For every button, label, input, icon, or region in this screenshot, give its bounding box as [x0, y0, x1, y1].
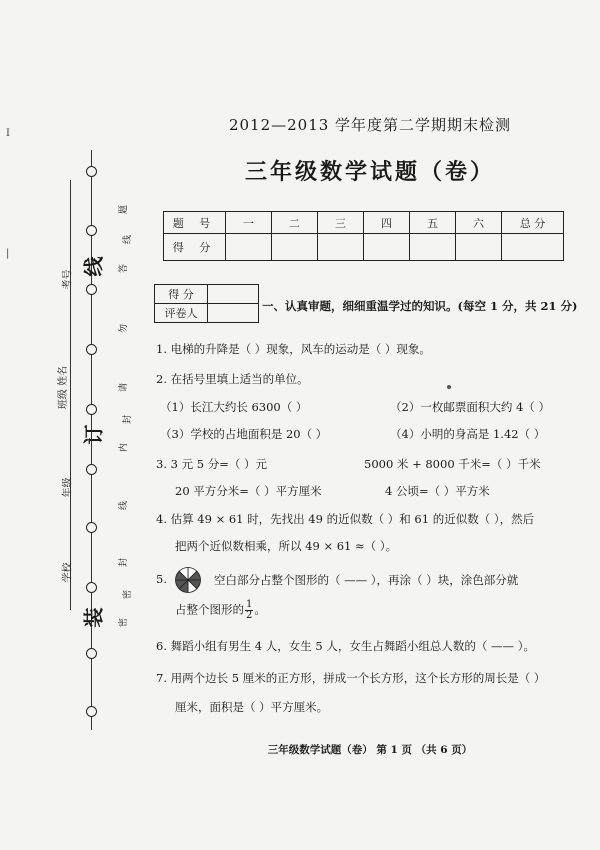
margin-word: 封 [119, 557, 130, 568]
question-5-number: 5. [156, 572, 167, 586]
score-table-header: 题 号 [164, 212, 226, 234]
margin-word: 勿 [119, 323, 130, 334]
binding-hole [86, 166, 97, 177]
grader-name-cell[interactable] [208, 304, 259, 323]
grader-label: 评卷人 [155, 304, 208, 323]
margin-word: 内 [119, 442, 130, 453]
binding-hole [86, 522, 97, 533]
score-cell[interactable] [502, 234, 564, 261]
pie-diagram [174, 566, 202, 594]
binding-mark-zhuang: 装 [81, 607, 106, 628]
binding-hole [86, 404, 97, 415]
fraction-numerator: 1 [246, 599, 253, 610]
margin-word: 线 [119, 500, 130, 511]
score-table-col: 一 [226, 212, 272, 234]
question-2-part-2: （2）一枚邮票面积大约 4（ ） [390, 400, 550, 414]
fraction-one-half [245, 600, 253, 621]
score-cell[interactable] [456, 234, 502, 261]
question-7-line-2: 厘米，面积是（ ）平方厘米。 [175, 700, 329, 714]
edge-mark-2: | [6, 248, 10, 259]
score-cell[interactable] [318, 234, 364, 261]
binding-hole [86, 344, 97, 355]
score-table [163, 211, 564, 261]
grader-score-label: 得 分 [155, 285, 208, 304]
binding-hole [86, 464, 97, 475]
binding-hole [86, 582, 97, 593]
binding-line-left [70, 180, 71, 610]
margin-mark: 密 [123, 589, 134, 600]
question-3-part-4: 4 公顷=（ ）平方米 [385, 484, 490, 498]
grader-box [154, 284, 259, 323]
question-5-text: 占整个图形的 [175, 602, 244, 617]
score-table-col: 五 [410, 212, 456, 234]
binding-hole [86, 284, 97, 295]
binding-hole [86, 225, 97, 236]
score-table-col: 二 [272, 212, 318, 234]
question-2-part-3: （3）学校的占地面积是 20（ ） [160, 427, 328, 441]
question-6: 6. 舞蹈小组有男生 4 人，女生 5 人，女生占舞蹈小组总人数的（ —— ）。 [156, 639, 535, 653]
field-class-name: 班级 姓名 [58, 365, 70, 410]
field-grade: 年级 [62, 477, 74, 498]
exam-title: 三年级数学试题（卷） [244, 159, 495, 185]
score-table-col: 四 [364, 212, 410, 234]
question-5-end: 。 [254, 602, 266, 617]
question-2-part-4: （4）小明的身高是 1.42（ ） [390, 427, 546, 441]
binding-mark-xian: 线 [81, 256, 106, 277]
margin-mark: 封 [123, 414, 134, 425]
section-1-title: 一、认真审题，细细重温学过的知识。(每空 1 分，共 21 分) [262, 299, 578, 313]
question-5-line-2 [175, 600, 266, 621]
score-table-total: 总 分 [502, 212, 564, 234]
question-3-part-1: 3. 3 元 5 分=（ ）元 [156, 457, 268, 471]
score-table-col: 六 [456, 212, 502, 234]
margin-word: 题 [119, 204, 130, 215]
question-4-line-2: 把两个近似数相乘，所以 49 × 61 ≈（ ）。 [175, 539, 398, 553]
ink-dot [447, 385, 451, 389]
binding-mark-ding: 订 [81, 424, 106, 445]
field-exam-number: 考号 [62, 269, 74, 290]
binding-hole [86, 706, 97, 717]
question-4-line-1: 4. 估算 49 × 61 时，先找出 49 的近似数（ ）和 61 的近似数（ ），然后 [156, 512, 535, 526]
score-cell[interactable] [364, 234, 410, 261]
score-cell[interactable] [410, 234, 456, 261]
edge-mark-1: I [6, 128, 10, 139]
exam-subtitle: 2012—2013 学年度第二学期期末检测 [228, 116, 512, 134]
page-footer: 三年级数学试题（卷） 第 1 页 （共 6 页） [267, 744, 473, 756]
question-2: 2. 在括号里填上适当的单位。 [156, 372, 309, 386]
margin-mark: 线 [123, 234, 134, 245]
question-5-line-1: 空白部分占整个图形的（ —— ），再涂（ ）块，涂色部分就 [214, 573, 519, 587]
margin-word: 密 [119, 617, 130, 628]
question-2-part-1: （1）长江大约长 6300（ ） [160, 400, 308, 414]
fraction-denominator: 2 [246, 610, 253, 621]
question-1: 1. 电梯的升降是（ ）现象，风车的运动是（ ）现象。 [156, 342, 431, 356]
score-cell[interactable] [272, 234, 318, 261]
question-7-line-1: 7. 用两个边长 5 厘米的正方形，拼成一个长方形，这个长方形的周长是（ ） [156, 671, 546, 685]
field-school: 学校 [62, 562, 74, 583]
margin-word: 答 [119, 263, 130, 274]
binding-hole [86, 648, 97, 659]
score-cell[interactable] [226, 234, 272, 261]
question-3-part-3: 20 平方分米=（ ）平方厘米 [175, 484, 322, 498]
score-table-col: 三 [318, 212, 364, 234]
margin-word: 请 [119, 382, 130, 393]
question-3-part-2: 5000 米 + 8000 千米=（ ）千米 [364, 457, 541, 471]
grader-score-cell[interactable] [208, 285, 259, 304]
score-table-row-label: 得 分 [164, 234, 226, 261]
